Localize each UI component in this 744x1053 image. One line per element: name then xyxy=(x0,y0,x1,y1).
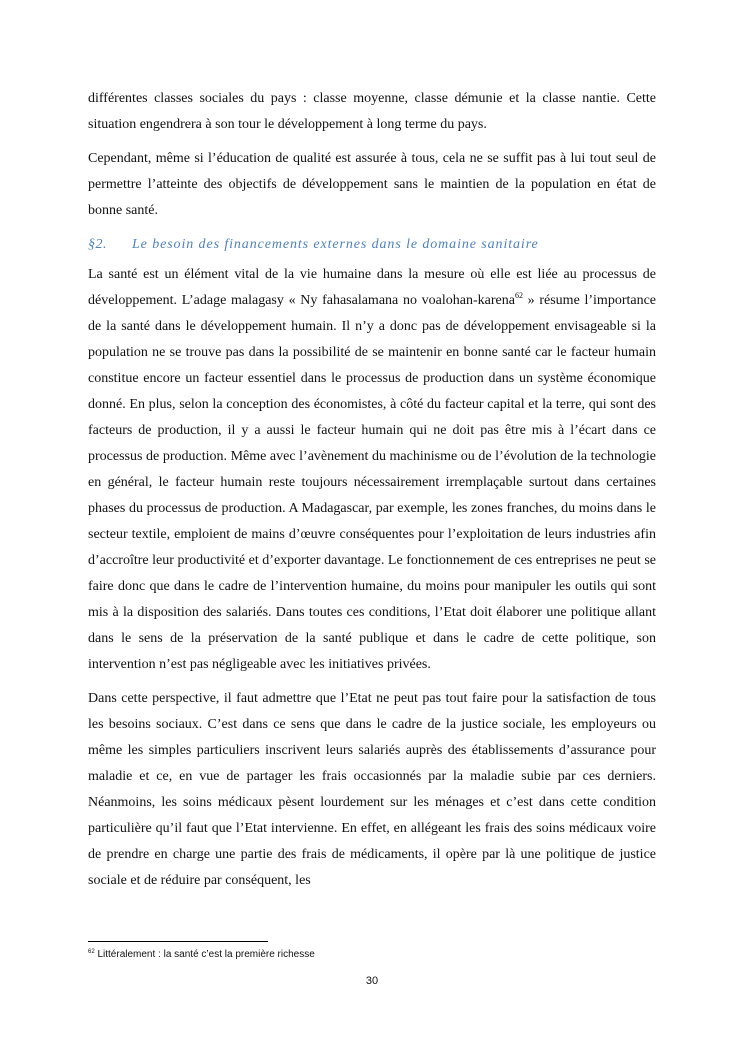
section-heading xyxy=(88,232,656,258)
footnote-text: Littéralement : la santé c’est la première richesse xyxy=(97,949,315,960)
section-number: §2. xyxy=(88,237,107,252)
paragraph-4: Dans cette perspective, il faut admettre que l’Etat ne peut pas tout faire pour la satisfaction de tous les besoins sociaux. C’est dans ce sens que dans le cadre de la justice sociale, les employeurs ou même les simples particuliers inscrivent leurs salariés auprès des établissements d’assurance pour maladie et ce, en vue de partager les frais occasionnés par la maladie subie par ces derniers. Néanmoins, les soins médicaux pèsent lourdement sur les ménages et c’est dans cette condition particulière qu’il faut que l’Etat intervienne. En effet, en allégeant les frais des soins médicaux voire de prendre en charge une partie des frais de médicaments, il opère par là une politique de justice sociale et de réduire par conséquent, les xyxy=(88,691,656,888)
page-body xyxy=(88,86,656,902)
paragraph-2: Cependant, même si l’éducation de qualité est assurée à tous, cela ne se suffit pas à lui tout seul de permettre l’atteinte des objectifs de développement sans le maintien de la population en état de bonne santé. xyxy=(88,151,656,218)
paragraph-3-part-1: La santé est un élément vital de la vie humaine dans la mesure où elle est liée au processus de développement. L’adage malagasy « Ny fahasalamana no voalohan-karena xyxy=(88,267,656,308)
paragraph-3 xyxy=(88,262,656,678)
footnote-separator xyxy=(88,941,268,942)
page-number: 30 xyxy=(365,975,379,987)
footnote xyxy=(88,948,315,962)
footnote-reference[interactable]: 62 xyxy=(514,291,523,300)
paragraph-1: différentes classes sociales du pays : classe moyenne, classe démunie et la classe nantie. Cette situation engendrera à son tour le développement à long terme du pays. xyxy=(88,91,656,132)
paragraph-3-part-2: » résume l’importance de la santé dans le développement humain. Il n’y a donc pas de développement envisageable si la population ne se trouve pas dans la possibilité de se maintenir en bonne santé car le facteur humain constitue encore un facteur essentiel dans le processus de production dans un système économique donné. En plus, selon la conception des économistes, à côté du facteur capital et la terre, qui sont des facteurs de production, il y a aussi le facteur humain qui ne doit pas être mis à l’écart dans ce processus de production. Même avec l’avènement du machinisme ou de l’évolution de la technologie en général, le facteur humain reste toujours nécessairement irremplaçable surtout dans certaines phases du processus de production. A Madagascar, par exemple, les zones franches, du moins dans le secteur textile, emploient de mains d’œuvre conséquentes pour l’exploitation de leurs industries afin d’accroître leur productivité et d’exporter davantage. Le fonctionnement de ces entreprises ne peut se faire donc que dans le cadre de l’intervention humaine, du moins pour manipuler les outils qui sont mis à la disposition des salariés. Dans toutes ces conditions, l’Etat doit élaborer une politique allant dans le sens de la préservation de la santé publique et dans le cadre de cette politique, son intervention n’est pas négligeable avec les initiatives privées. xyxy=(88,293,657,672)
footnote-number: 62 xyxy=(88,949,95,955)
section-title: Le besoin des financements externes dans le domaine sanitaire xyxy=(132,237,539,252)
